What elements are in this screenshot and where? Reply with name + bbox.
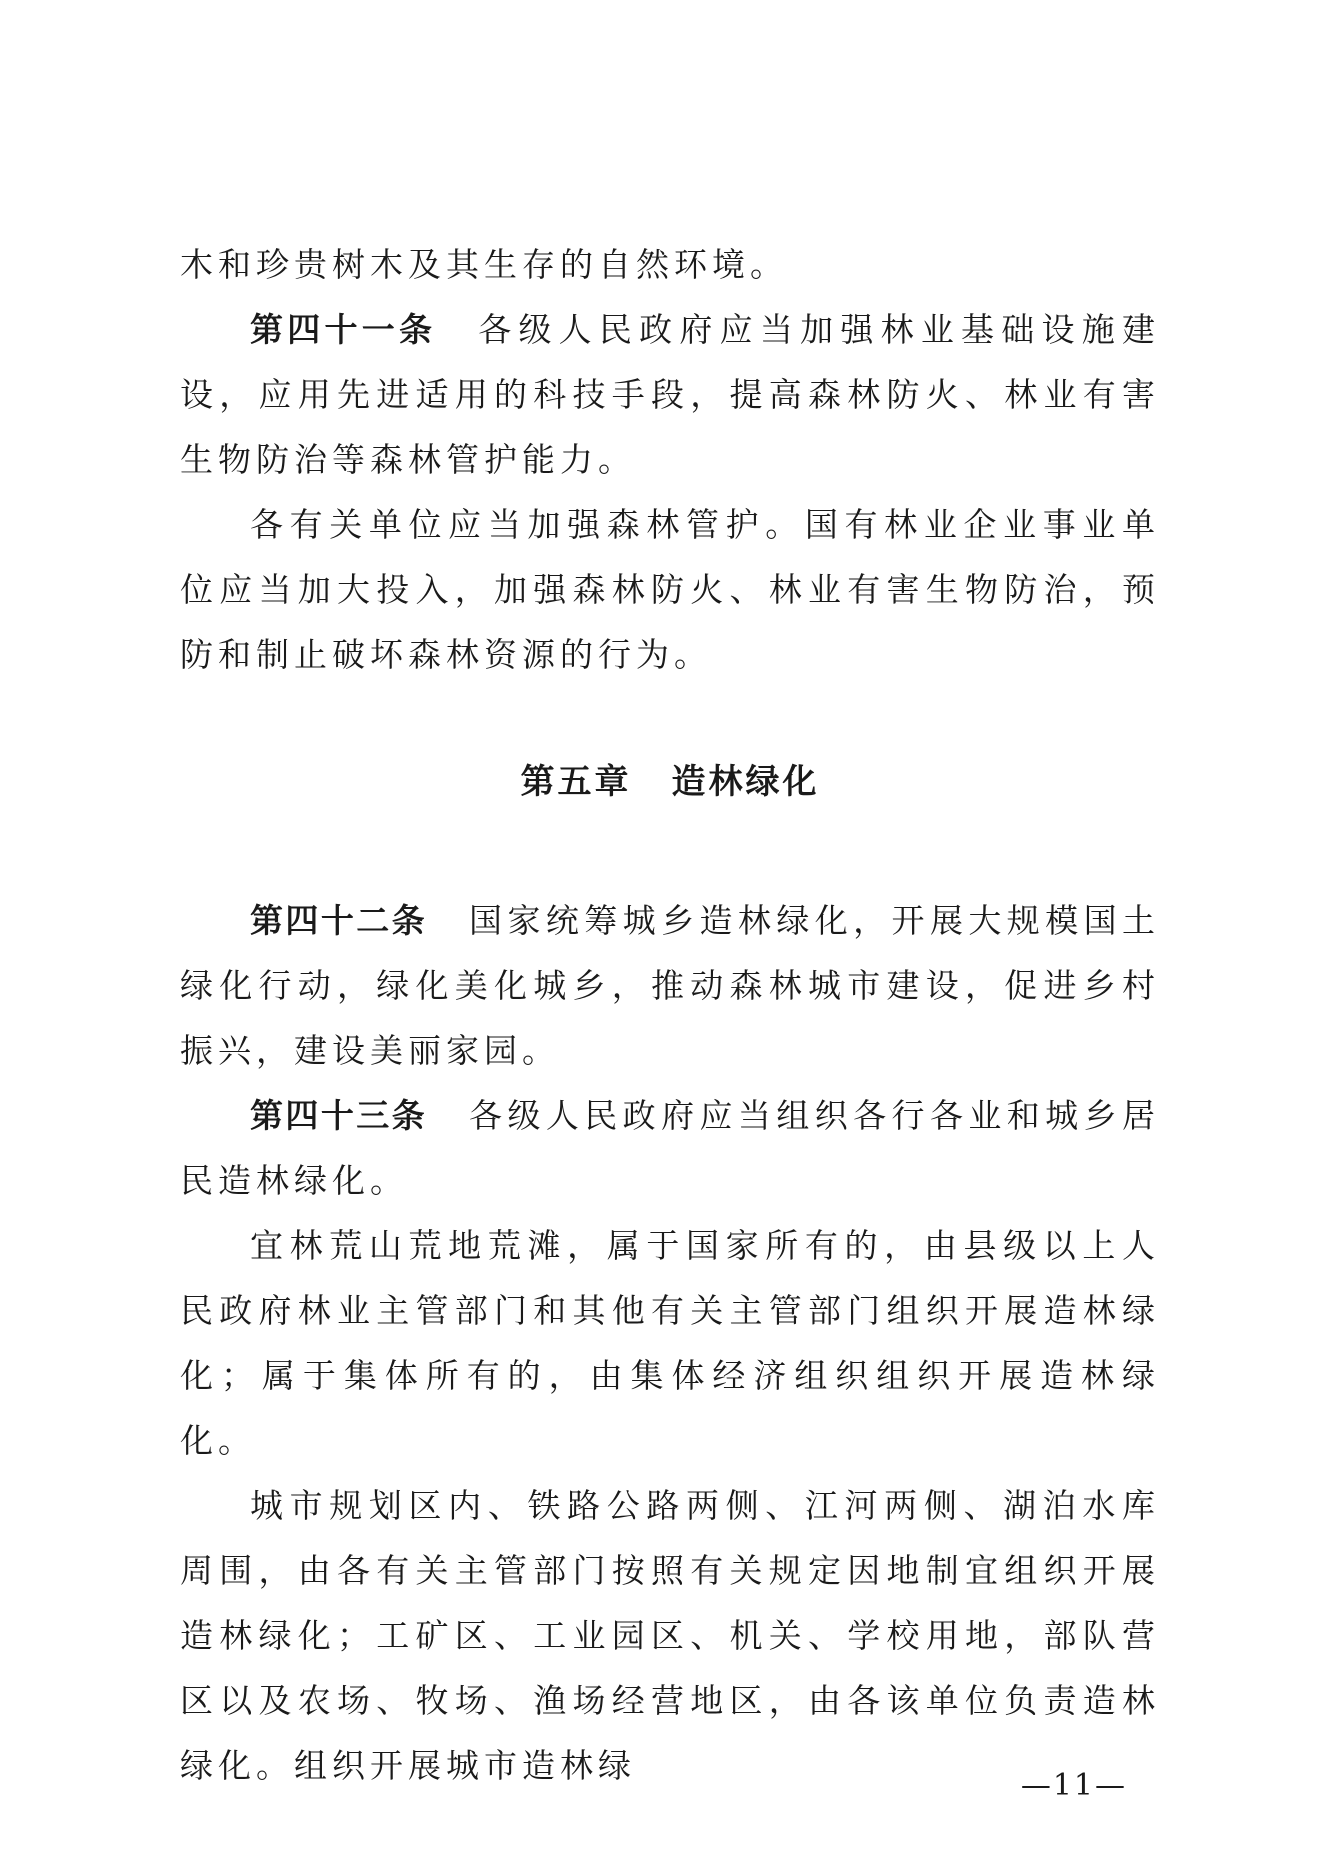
article-43-label: 第四十三条 [250, 1096, 428, 1135]
paragraph-continuation: 木和珍贵树木及其生存的自然环境。 [180, 245, 788, 284]
article-42 [180, 888, 1160, 1083]
chapter-title: 造林绿化 [671, 762, 820, 802]
chapter-number: 第五章 [520, 762, 632, 802]
text-block-article-41 [180, 232, 1160, 687]
article-42-label: 第四十二条 [250, 901, 428, 940]
article-43 [180, 1083, 1160, 1213]
page-number: —11— [1020, 1768, 1127, 1803]
paragraph-wasteland: 宜林荒山荒地荒滩，属于国家所有的，由县级以上人民政府林业主管部门和其他有关主管部门组织开展造林绿化；属于集体所有的，由集体经济组织组织开展造林绿化。 [180, 1226, 1160, 1460]
paragraph-urban-greening: 城市规划区内、铁路公路两侧、江河两侧、湖泊水库周围，由各有关主管部门按照有关规定因地制宜组织开展造林绿化；工矿区、工业园区、机关、学校用地，部队营区以及农场、牧场、渔场经营地区，由各该单位负责造林绿化。组织开展城市造林绿 [180, 1486, 1160, 1785]
article-43-text: 各级人民政府应当组织各行各业和城乡居民造林绿化。 [180, 1096, 1161, 1200]
article-41 [180, 297, 1160, 492]
article-41-label: 第四十一条 [250, 310, 437, 349]
paragraph-forest-management: 各有关单位应当加强森林管护。国有林业企业事业单位应当加大投入，加强森林防火、林业有害生物防治，预防和制止破坏森林资源的行为。 [180, 505, 1160, 674]
chapter-heading [180, 752, 1160, 812]
text-block-articles-42-43 [180, 888, 1160, 1798]
article-41-text: 各级人民政府应当加强林业基础设施建设，应用先进适用的科技手段，提高森林防火、林业有害生物防治等森林管护能力。 [180, 310, 1161, 479]
article-42-text: 国家统筹城乡造林绿化，开展大规模国土绿化行动，绿化美化城乡，推动森林城市建设，促进乡村振兴，建设美丽家园。 [180, 901, 1161, 1070]
